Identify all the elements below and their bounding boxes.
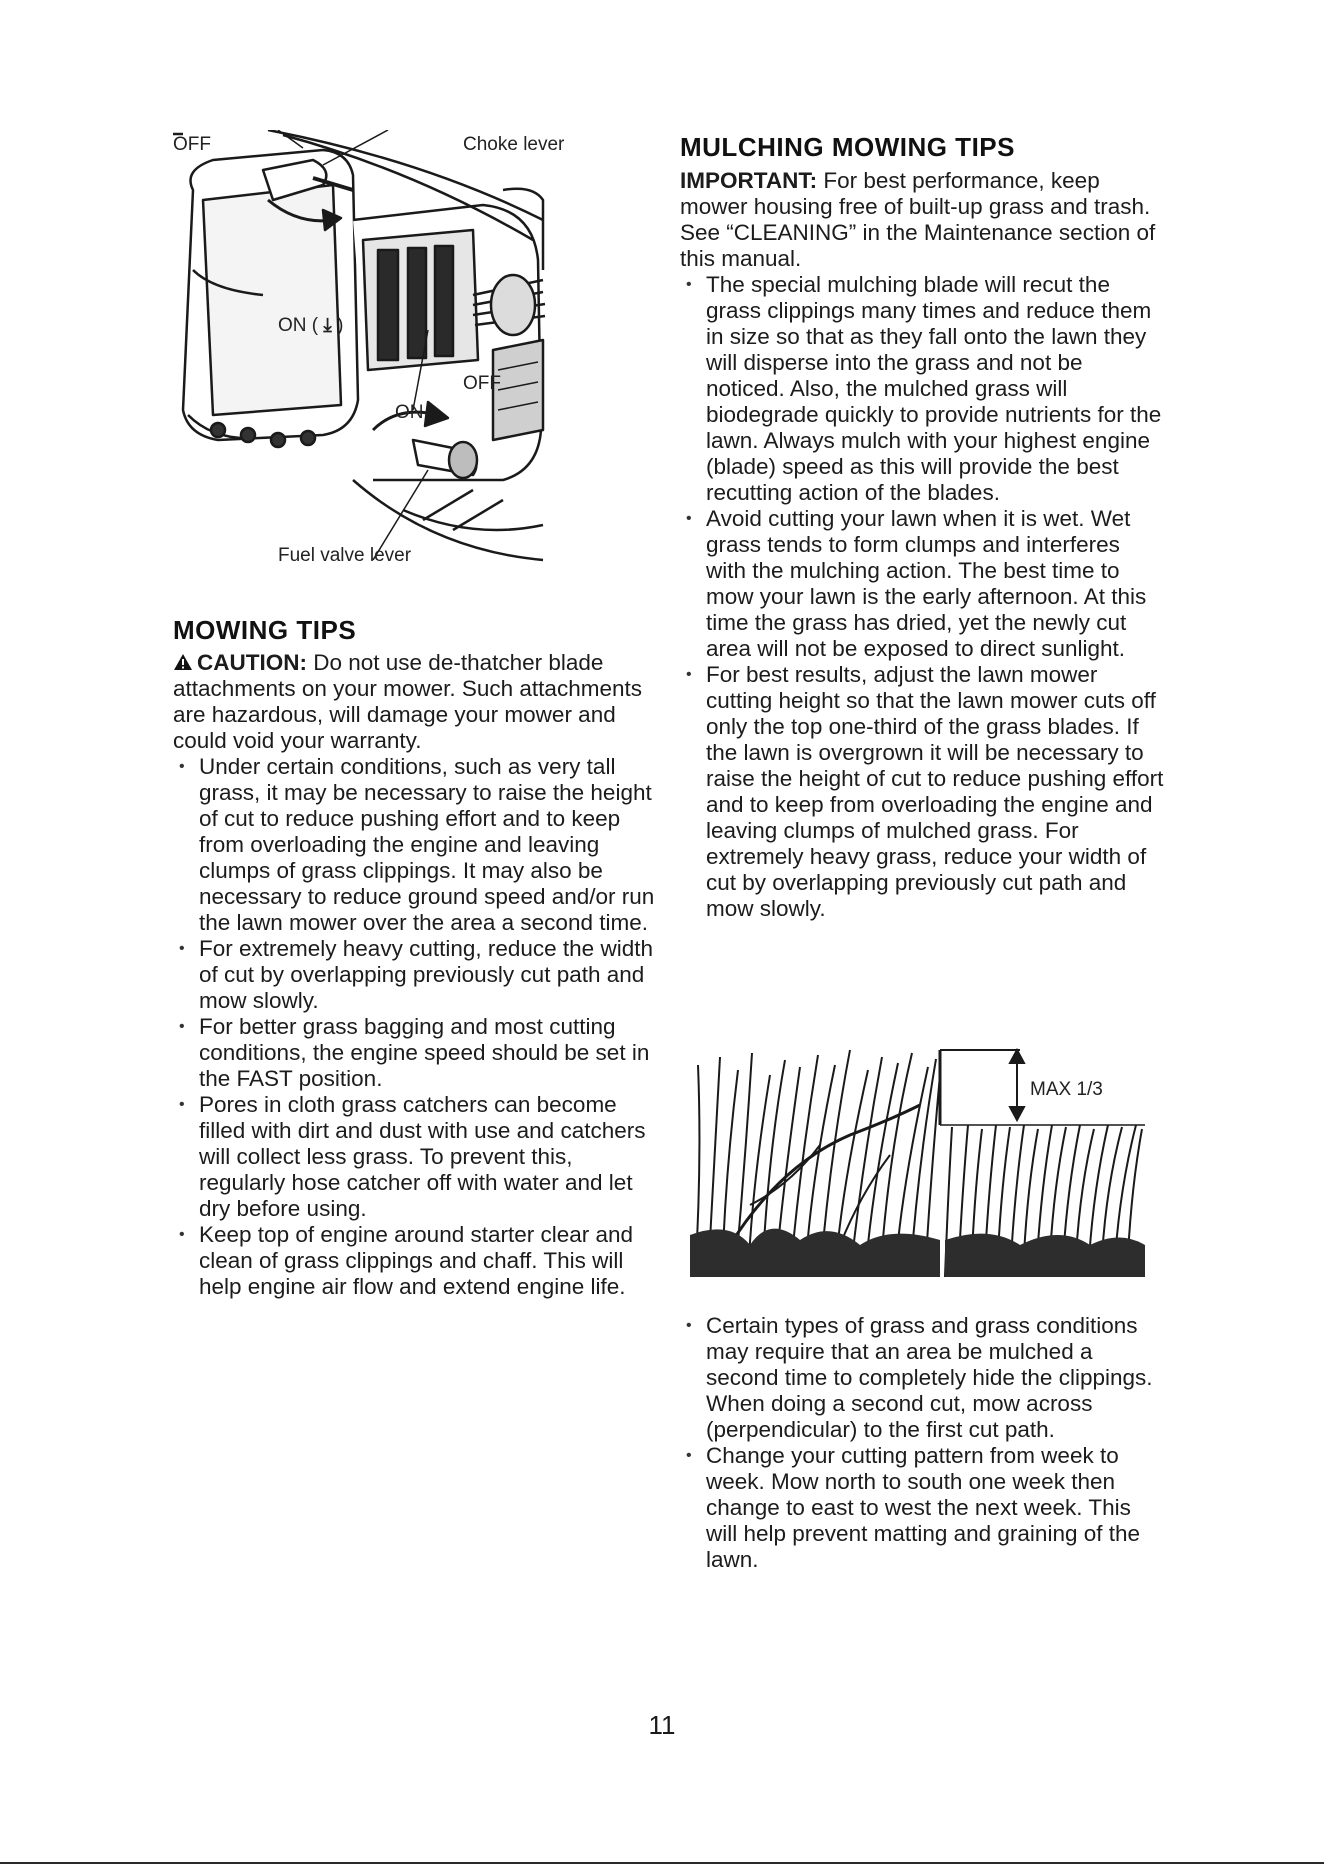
list-item: • Avoid cutting your lawn when it is wet. Wet grass tends to form clumps and interferes with the mulching action. The best time to mow your lawn is the early afternoon. At this time the grass has dried, yet the newly cut area will not be exposed to direct sunlight.	[680, 506, 1165, 662]
list-item: • Under certain conditions, such as very tall grass, it may be necessary to raise the height of cut to reduce pushing effort and to keep from overloading the engine and leaving clumps of grass clippings. It may also be necessary to reduce ground speed and/or run the lawn mower over the area a second time.	[173, 754, 658, 936]
caution-label: CAUTION:	[197, 650, 307, 675]
mulching-tips-heading: MULCHING MOWING TIPS	[680, 132, 1015, 162]
on-choke-label: ON ( ⤓ )	[278, 315, 344, 336]
list-item: • The special mulching blade will recut the grass clippings many times and reduce them in size so that as they fall onto the lawn they will disperse into the grass and not be noticed. Also, the mulched grass will biodegrade quickly to provide nutrients for the lawn. Always mulch with your highest engine (blade) speed as this will provide the best recutting action of the blades.	[680, 272, 1165, 506]
mowing-tips-list	[173, 754, 658, 1300]
mowing-tips-body	[173, 650, 658, 1300]
mulching-tips-body-continued	[680, 1313, 1165, 1573]
list-item: • Pores in cloth grass catchers can become filled with dirt and dust with use and catchers will collect less grass. To prevent this, regularly hose catcher off with water and let dry before using.	[173, 1092, 658, 1222]
on-valve-label: ON	[395, 402, 424, 423]
engine-illustration	[173, 130, 643, 590]
important-label: IMPORTANT:	[680, 168, 818, 193]
max-one-third-label: MAX 1/3	[1030, 1079, 1103, 1100]
caution-paragraph	[173, 650, 658, 754]
list-item: • Keep top of engine around starter clear and clean of grass clippings and chaff. This will help engine air flow and extend engine life.	[173, 1222, 658, 1300]
grass-height-figure	[690, 1045, 1145, 1277]
engine-controls-figure	[173, 130, 643, 590]
page-number: 11	[648, 1710, 676, 1740]
important-paragraph	[680, 168, 1165, 272]
mulching-tips-list	[680, 272, 1165, 922]
choke-lever-label: Choke lever	[463, 134, 565, 155]
mowing-tips-heading: MOWING TIPS	[173, 615, 357, 645]
off-choke-label: OFF	[173, 134, 211, 155]
important-text: For best performance, keep mower housing free of built-up grass and trash. See “CLEANING” in the Maintenance section of this manual.	[680, 168, 1156, 271]
list-item: • For best results, adjust the lawn mower cutting height so that the lawn mower cuts off only the top one-third of the grass blades. If the lawn is overgrown it will be necessary to raise the height of cut to reduce pushing effort and to keep from overloading the engine and leaving clumps of mulched grass. For extremely heavy grass, reduce your width of cut by overlapping previously cut path and mow slowly.	[680, 662, 1165, 922]
caution-text: Do not use de-thatcher blade attachments on your mower. Such attachments are hazardous, will damage your mower and could void your warranty.	[173, 650, 642, 753]
mulching-tips-list-continued	[680, 1313, 1165, 1573]
fuel-valve-lever-label: Fuel valve lever	[278, 545, 412, 566]
list-item: • Certain types of grass and grass conditions may require that an area be mulched a second time to completely hide the clippings. When doing a second cut, mow across (perpendicular) to the first cut path.	[680, 1313, 1165, 1443]
list-item: • For extremely heavy cutting, reduce the width of cut by overlapping previously cut path and mow slowly.	[173, 936, 658, 1014]
list-item: • Change your cutting pattern from week to week. Mow north to south one week then change to east to west the next week. This will help prevent matting and graining of the lawn.	[680, 1443, 1165, 1573]
mulching-tips-body	[680, 168, 1165, 922]
warning-icon	[173, 653, 193, 671]
list-item: • For better grass bagging and most cutting conditions, the engine speed should be set in the FAST position.	[173, 1014, 658, 1092]
page-bottom-rule	[0, 1862, 1324, 1864]
off-valve-label: OFF	[463, 373, 501, 394]
